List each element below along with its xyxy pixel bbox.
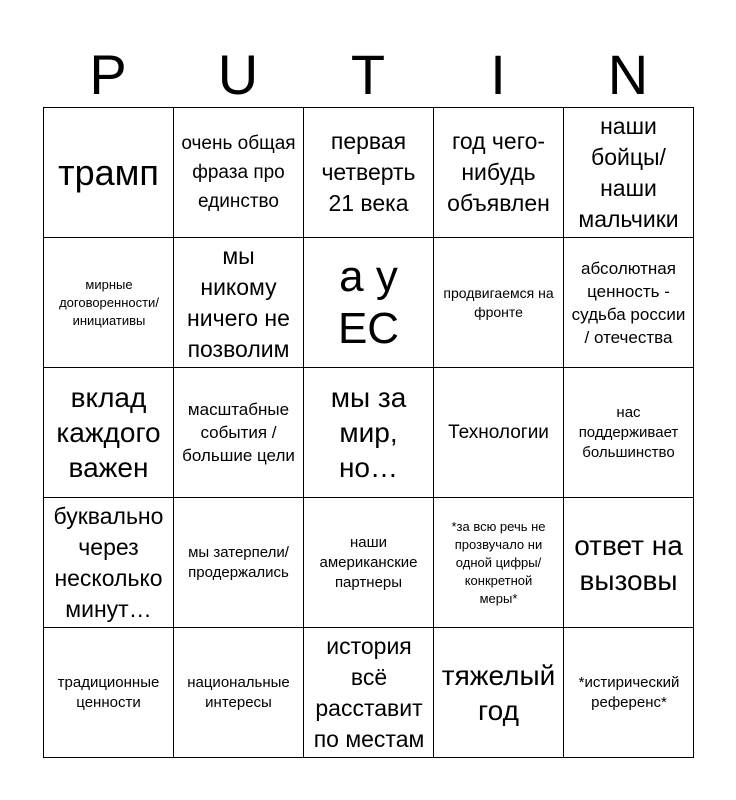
bingo-cell-r2c2[interactable]: [174, 238, 304, 368]
cell-text: наши американские партнеры: [319, 533, 418, 591]
board-row: [44, 628, 694, 758]
cell-text: ответ на вызовы: [574, 529, 683, 596]
cell-text: традиционные ценности: [57, 673, 160, 711]
board-row: [44, 108, 694, 238]
cell-text: продвигаемся на фронте: [443, 284, 554, 320]
cell-text: Технологии: [448, 422, 549, 443]
cell-text: а у ЕС: [337, 251, 400, 353]
bingo-cell-r2c3[interactable]: [304, 238, 434, 368]
bingo-cell-r1c3[interactable]: [304, 108, 434, 238]
board-row: [44, 238, 694, 368]
bingo-cell-r3c4[interactable]: [434, 368, 564, 498]
header-letter-n: N: [607, 43, 649, 106]
bingo-cell-r3c5[interactable]: [564, 368, 694, 498]
bingo-cell-r1c2[interactable]: [174, 108, 304, 238]
cell-text: тяжелый год: [441, 659, 556, 726]
bingo-cell-r3c3[interactable]: [304, 368, 434, 498]
cell-text: национальные интересы: [187, 673, 290, 711]
cell-text: трамп: [58, 151, 159, 193]
cell-text: мы за мир, но…: [330, 382, 407, 483]
header-letter-p: P: [89, 43, 127, 106]
cell-text: абсолютная ценность - судьба россии / отечества: [571, 258, 686, 347]
bingo-cell-r4c4[interactable]: [434, 498, 564, 628]
cell-text: очень общая фраза про единство: [181, 133, 296, 212]
bingo-cell-r1c4[interactable]: [434, 108, 564, 238]
header-letter-t: T: [350, 43, 386, 106]
bingo-cell-r3c1[interactable]: [44, 368, 174, 498]
header-letter-i: I: [490, 43, 506, 106]
cell-text: буквально через несколько минут…: [53, 502, 164, 622]
cell-text: наши бойцы/ наши мальчики: [578, 112, 679, 232]
bingo-cell-r2c5[interactable]: [564, 238, 694, 368]
header-letter-u: U: [217, 43, 259, 106]
bingo-cell-r4c2[interactable]: [174, 498, 304, 628]
board-row: [44, 368, 694, 498]
cell-text: масштабные события / большие цели: [182, 400, 295, 465]
bingo-cell-r2c4[interactable]: [434, 238, 564, 368]
cell-text: год чего-нибудь объявлен: [447, 128, 550, 216]
bingo-cell-r5c4[interactable]: [434, 628, 564, 758]
bingo-board: [43, 107, 694, 758]
bingo-cell-r5c2[interactable]: [174, 628, 304, 758]
bingo-cell-r3c2[interactable]: [174, 368, 304, 498]
board-row: [44, 498, 694, 628]
cell-text: вклад каждого важен: [56, 382, 161, 483]
bingo-cell-r5c5[interactable]: [564, 628, 694, 758]
bingo-cell-r5c1[interactable]: [44, 628, 174, 758]
bingo-cell-r1c1[interactable]: [44, 108, 174, 238]
cell-text: мирные договоренности/ инициативы: [59, 276, 159, 328]
bingo-cell-r5c3[interactable]: [304, 628, 434, 758]
cell-text: *истирический референс*: [578, 673, 680, 711]
cell-text: мы никому ничего не позволим: [187, 242, 290, 362]
bingo-cell-r2c1[interactable]: [44, 238, 174, 368]
cell-text: мы затерпели/ продержались: [188, 543, 289, 581]
bingo-cell-r4c5[interactable]: [564, 498, 694, 628]
bingo-cell-r4c1[interactable]: [44, 498, 174, 628]
bingo-cell-r1c5[interactable]: [564, 108, 694, 238]
cell-text: *за всю речь не прозвучало ни одной цифры/ конкретной меры*: [451, 518, 546, 606]
bingo-header: [43, 42, 693, 108]
cell-text: история всё расставит по местам: [313, 632, 425, 752]
bingo-cell-r4c3[interactable]: [304, 498, 434, 628]
cell-text: нас поддерживает большинство: [578, 403, 679, 461]
cell-text: первая четверть 21 века: [321, 128, 416, 216]
